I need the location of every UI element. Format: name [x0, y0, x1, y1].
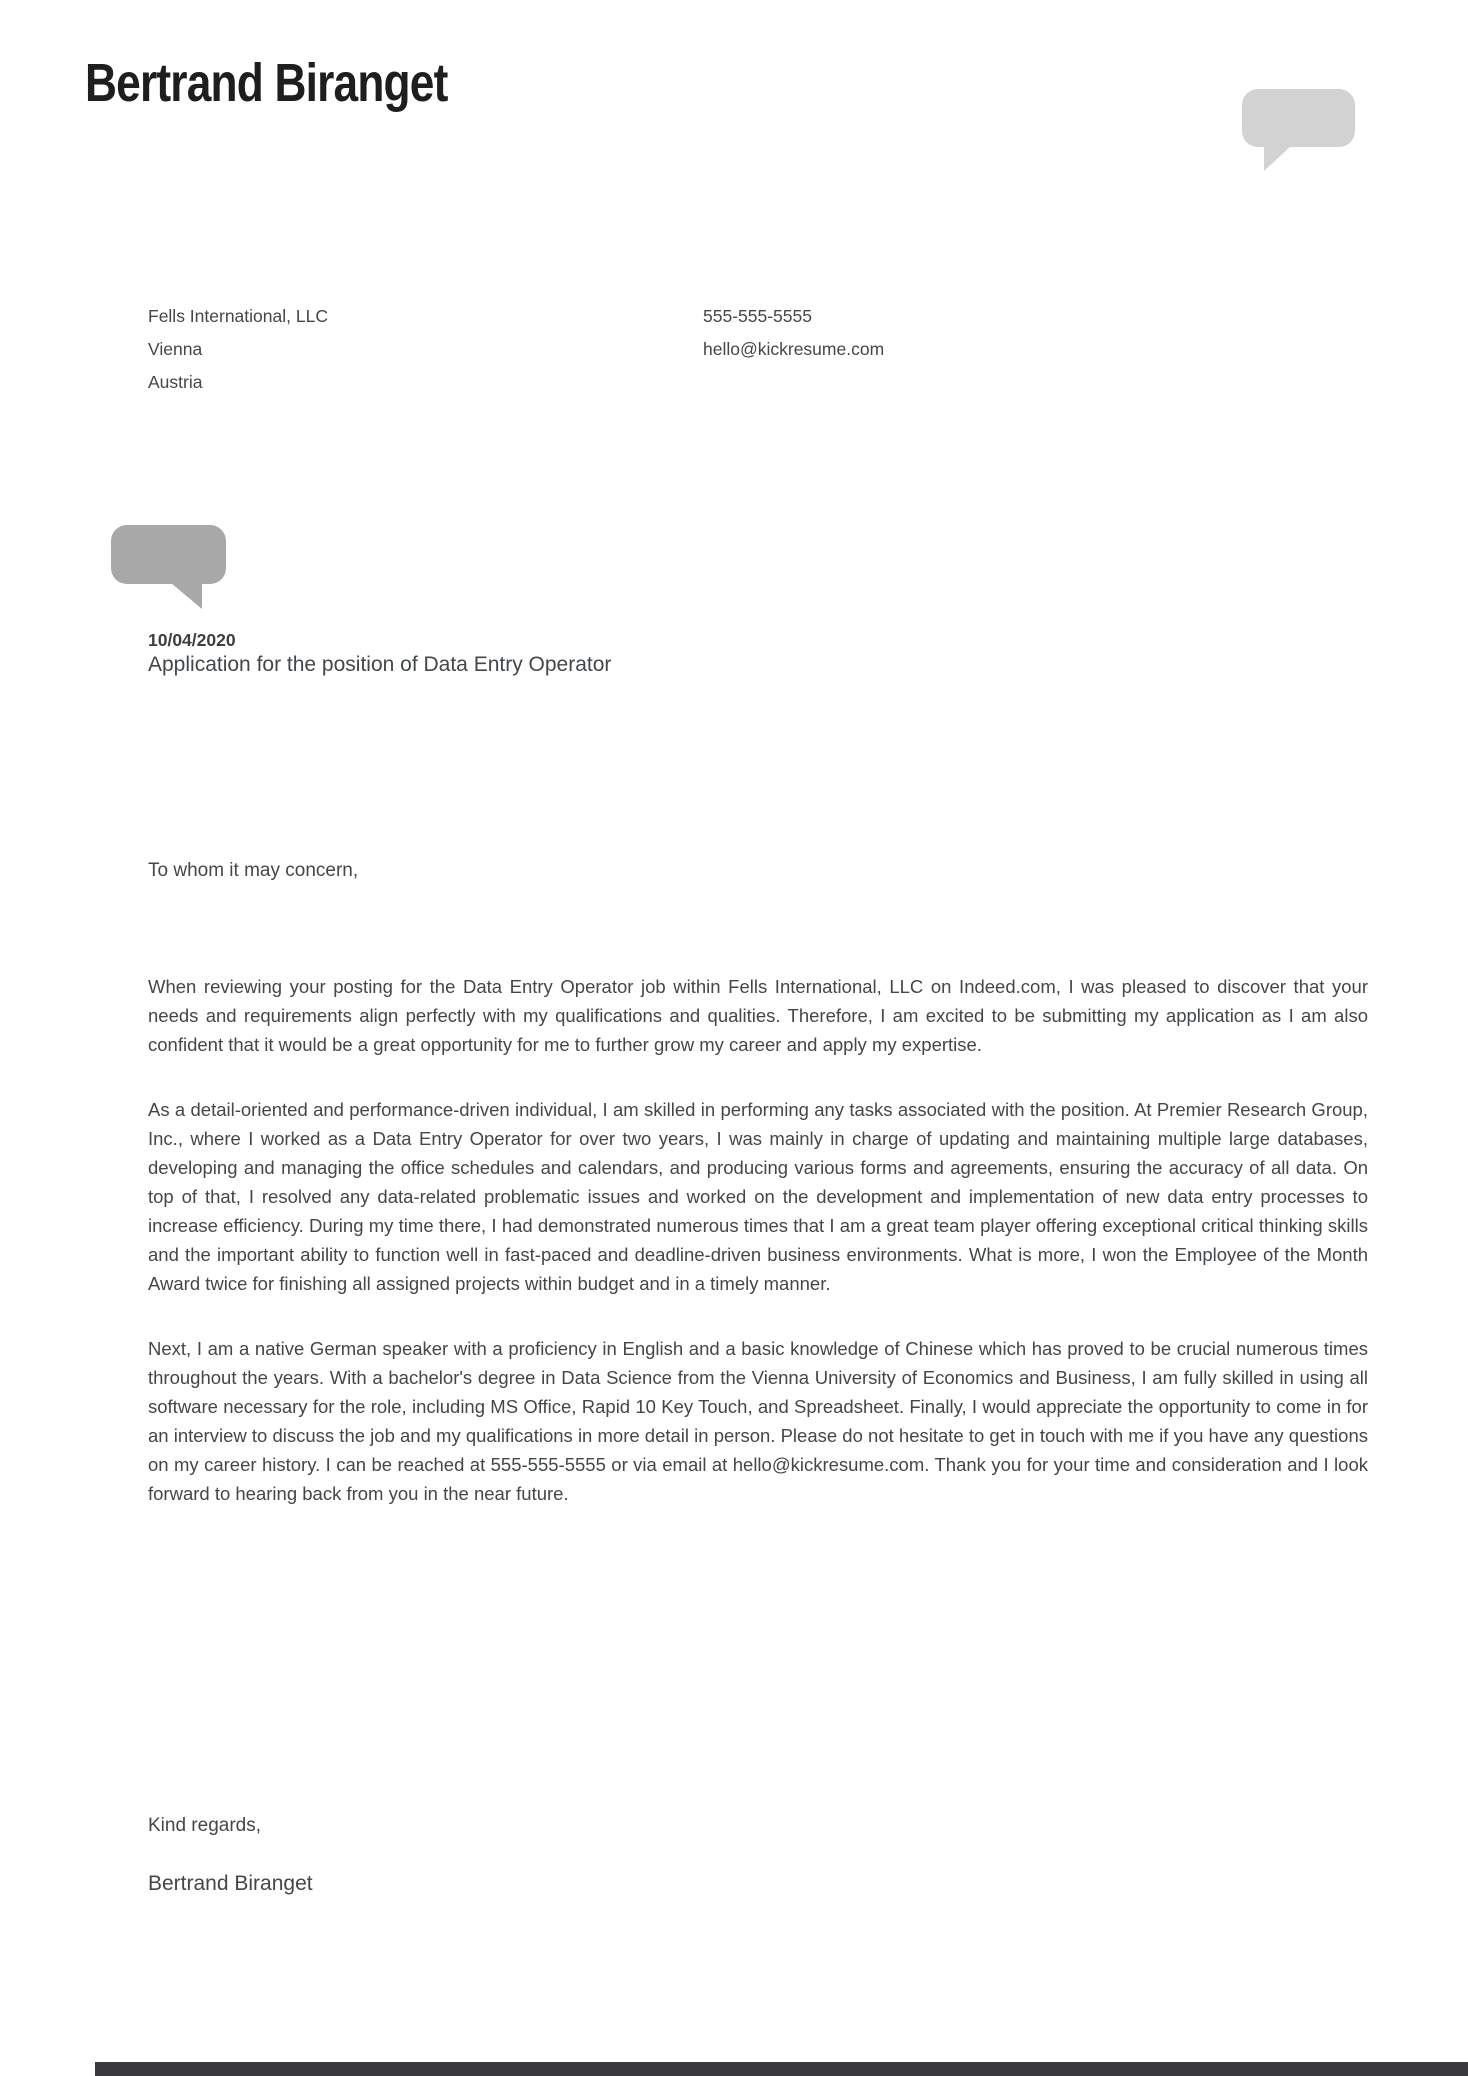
- sender-contact-block: [703, 300, 884, 366]
- letter-date: 10/04/2020: [148, 630, 236, 650]
- recipient-city: Vienna: [148, 339, 203, 359]
- letter-body: [148, 972, 1368, 1544]
- body-paragraph-1: When reviewing your posting for the Data Entry Operator job within Fells International, LLC on Indeed.com, I was pleased to discover that your needs and requirements align perfectly with my qualifications and qualities. Therefore, I am excited to be submitting my application as I am also confident that it would be a great opportunity for me to further grow my career and apply my expertise.: [148, 976, 1368, 1055]
- email-address: hello@kickresume.com: [703, 339, 885, 359]
- speech-bubble-body: [111, 525, 226, 584]
- speech-bubble-icon: [111, 525, 226, 584]
- subject-line: Application for the position of Data Entry Operator: [148, 653, 612, 676]
- speech-bubble-body: [1242, 89, 1355, 147]
- speech-bubble-tail: [171, 583, 202, 609]
- phone-number: 555-555-5555: [703, 306, 812, 326]
- speech-bubble-tail: [1264, 146, 1291, 171]
- page-title: Bertrand Biranget: [85, 53, 448, 113]
- closing: Kind regards,: [148, 1815, 262, 1836]
- body-paragraph-2: As a detail-oriented and performance-driven individual, I am skilled in performing any tasks associated with the position. At Premier Research Group, Inc., where I worked as a Data Entry Operator for over two years, I was mainly in charge of updating and maintaining multiple large databases, developing and managing the office schedules and calendars, and producing various forms and agreements, ensuring the accuracy of all data. On top of that, I resolved any data-related problematic issues and worked on the development and implementation of new data entry processes to increase efficiency. During my time there, I had demonstrated numerous times that I am a great team player offering exceptional critical thinking skills and the important ability to function well in fast-paced and deadline-driven business environments. What is more, I won the Employee of the Month Award twice for finishing all assigned projects within budget and in a timely manner.: [148, 1099, 1368, 1294]
- greeting: To whom it may concern,: [148, 860, 359, 881]
- footer-bar: [95, 2062, 1468, 2076]
- signature-name: Bertrand Biranget: [148, 1872, 313, 1895]
- speech-bubble-icon: [1242, 89, 1355, 147]
- recipient-company: Fells International, LLC: [148, 306, 328, 326]
- body-paragraph-3: Next, I am a native German speaker with a proficiency in English and a basic knowledge of Chinese which has proved to be crucial numerous times throughout the years. With a bachelor's degree in Data Science from the Vienna University of Economics and Business, I am fully skilled in using all software necessary for the role, including MS Office, Rapid 10 Key Touch, and Spreadsheet. Finally, I would appreciate the opportunity to come in for an interview to discuss the job and my qualifications in more detail in person. Please do not hesitate to get in touch with me if you have any questions on my career history. I can be reached at 555-555-5555 or via email at hello@kickresume.com. Thank you for your time and consideration and I look forward to hearing back from you in the near future.: [148, 1338, 1368, 1504]
- recipient-country: Austria: [148, 372, 203, 392]
- recipient-block: [148, 300, 328, 399]
